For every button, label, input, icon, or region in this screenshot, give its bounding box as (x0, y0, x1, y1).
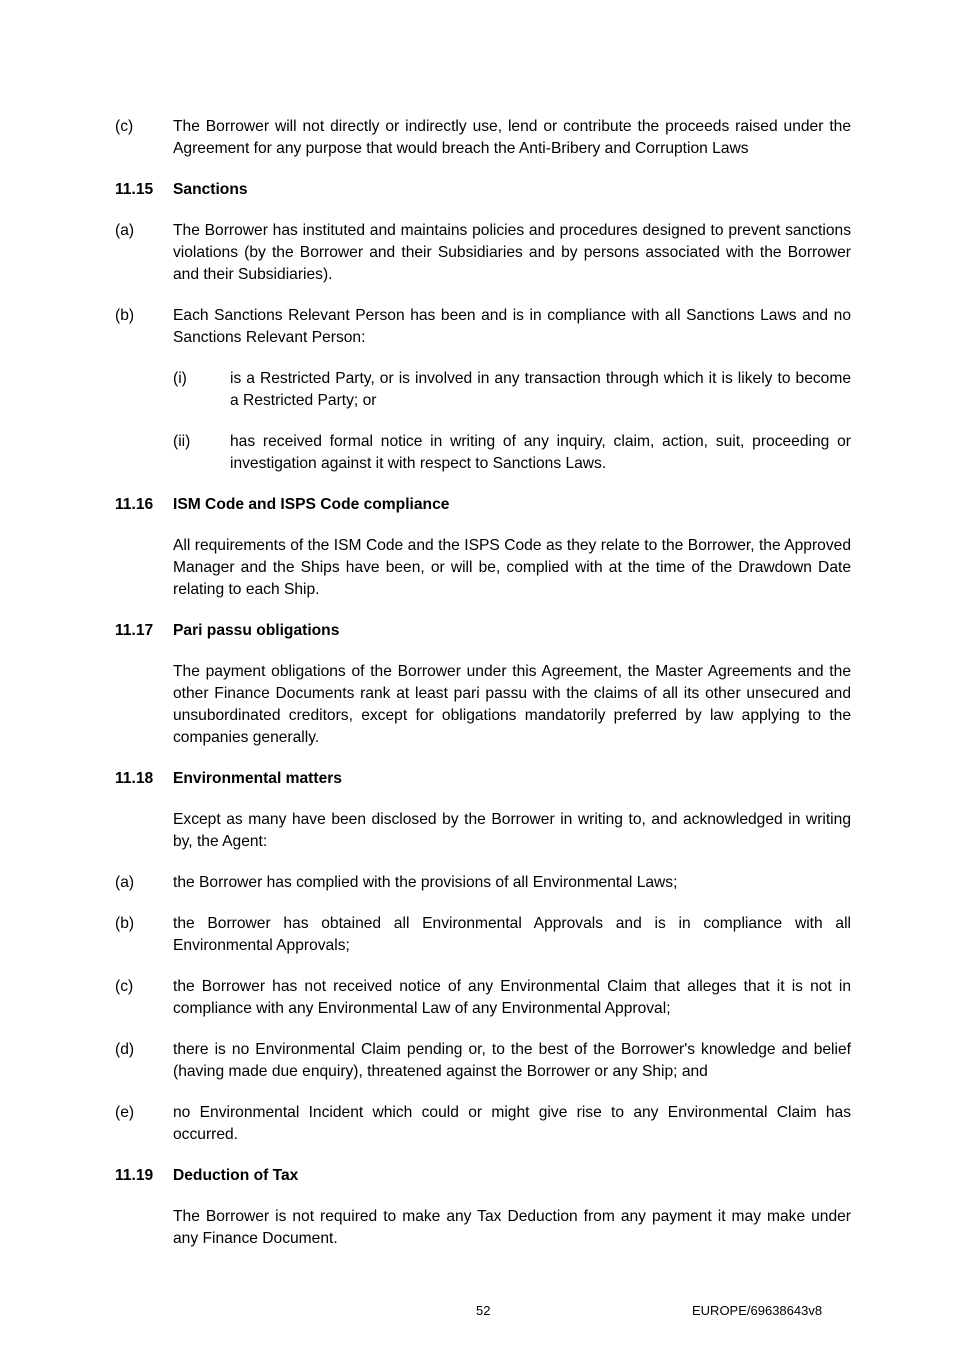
clause-text: The Borrower has instituted and maintains policies and procedures designed to prevent sanctions violations (by the Borrower and their Subsidiaries and by persons associated with the Borrower and their Subsidiaries). (173, 222, 851, 283)
document-reference: EUROPE/69638643v8 (692, 1303, 823, 1318)
clause-text: The Borrower will not directly or indirectly use, lend or contribute the proceeds raised under the Agreement for any purpose that would breach the Anti-Bribery and Corruption Laws (173, 118, 851, 157)
page-number: 52 (476, 1303, 491, 1318)
clause-text: the Borrower has obtained all Environmental Approvals and is in compliance with all Environmental Approvals; (173, 915, 851, 954)
section-heading: Environmental matters (173, 770, 342, 787)
section-text: All requirements of the ISM Code and the ISPS Code as they relate to the Borrower, the Approved Manager and the Ships have been, or will be, complied with at the time of the Drawdown Date relating to each Ship. (173, 537, 851, 598)
section-heading: Pari passu obligations (173, 622, 340, 639)
subclause-text: has received formal notice in writing of any inquiry, claim, action, suit, proceeding or investigation against it with respect to Sanctions Laws. (230, 433, 851, 472)
section-number: 11.16 (115, 496, 154, 513)
section-number: 11.17 (115, 622, 154, 639)
clause-text: no Environmental Incident which could or might give rise to any Environmental Claim has occurred. (173, 1104, 851, 1143)
clause-label: (e) (115, 1104, 135, 1121)
subclause-text: is a Restricted Party, or is involved in any transaction through which it is likely to become a Restricted Party; or (230, 370, 851, 409)
clause-text: the Borrower has complied with the provisions of all Environmental Laws; (173, 874, 678, 891)
clause-label: (a) (115, 874, 135, 891)
clause-label: (b) (115, 307, 135, 324)
clause-label: (d) (115, 1041, 135, 1058)
clause-label: (c) (115, 118, 134, 135)
section-number: 11.19 (115, 1167, 154, 1184)
section-number: 11.18 (115, 770, 154, 787)
section-heading: Deduction of Tax (173, 1167, 299, 1184)
clause-label: (c) (115, 978, 134, 995)
subclause-label: (i) (173, 370, 187, 387)
clause-text: Each Sanctions Relevant Person has been and is in compliance with all Sanctions Laws and no Sanctions Relevant Person: (173, 307, 851, 346)
clause-label: (b) (115, 915, 135, 932)
section-text: The payment obligations of the Borrower under this Agreement, the Master Agreements and the other Finance Documents rank at least pari passu with the claims of all its other unsecured and unsubordinated creditors, except for obligations mandatorily preferred by law applying to the companies generally. (173, 663, 851, 746)
section-heading: ISM Code and ISPS Code compliance (173, 496, 450, 513)
section-heading: Sanctions (173, 181, 248, 198)
section-number: 11.15 (115, 181, 154, 198)
clause-label: (a) (115, 222, 135, 239)
clause-text: there is no Environmental Claim pending or, to the best of the Borrower's knowledge and belief (having made due enquiry), threatened against the Borrower or any Ship; and (173, 1041, 851, 1080)
section-text: The Borrower is not required to make any Tax Deduction from any payment it may make under any Finance Document. (173, 1208, 851, 1247)
clause-text: the Borrower has not received notice of any Environmental Claim that alleges that it is not in compliance with any Environmental Law of any Environmental Approval; (173, 978, 851, 1017)
subclause-label: (ii) (173, 433, 191, 450)
section-text: Except as many have been disclosed by the Borrower in writing to, and acknowledged in writing by, the Agent: (173, 811, 851, 850)
